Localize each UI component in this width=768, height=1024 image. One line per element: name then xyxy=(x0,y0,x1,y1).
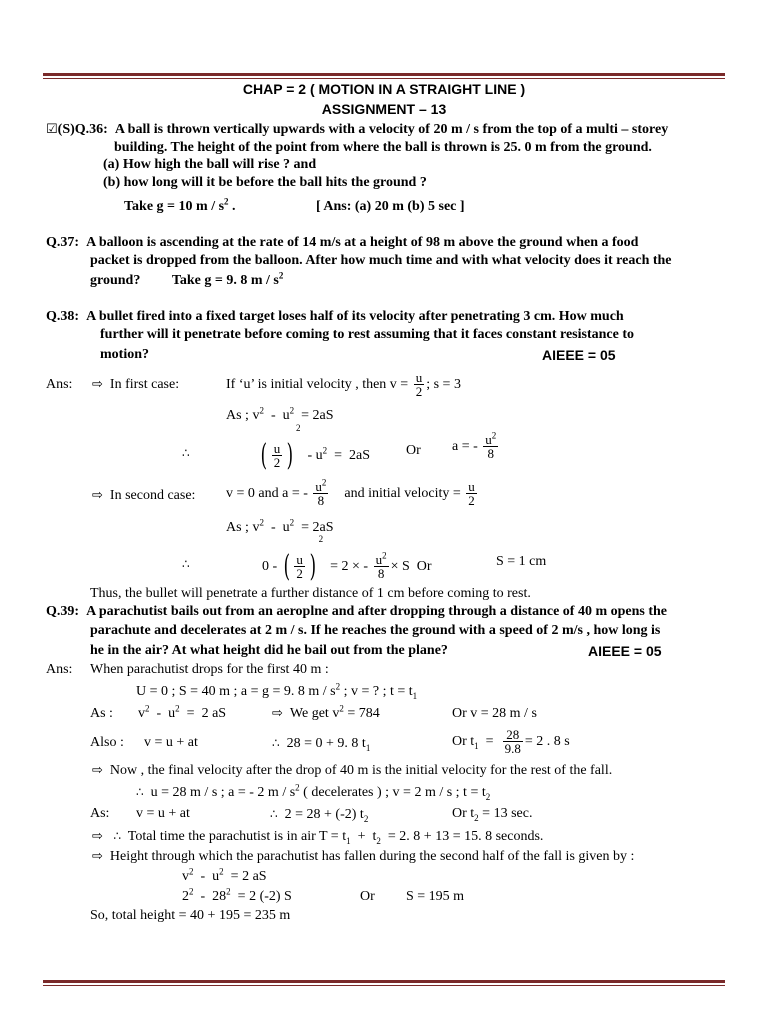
q36-answer: [ Ans: (a) 20 m (b) 5 sec ] xyxy=(316,199,465,214)
q38-first-case-eq: If ‘u’ is initial velocity , then v = $\frac{u}{2}$ ; s = 3 xyxy=(226,370,461,400)
arrow-icon: ⇨ xyxy=(272,706,283,721)
q39-as2-label: As: xyxy=(90,806,110,821)
q37-line2: packet is dropped from the balloon. After how much time and with what velocity does it reach the xyxy=(90,253,672,268)
q38-as-eq-2: As ; $v^2 - u^2 = 2aS$ xyxy=(226,517,334,535)
q39-total-time: ⇨ ∴ Total time the parachutist is in air $T = t_1 + t_2 = 2$. 8 + 13 = 15. 8 seconds. xyxy=(92,829,544,846)
chapter-title: CHAP = 2 ( MOTION IN A STRAIGHT LINE ) xyxy=(242,81,526,97)
q38-therefore-1 xyxy=(182,445,190,462)
q38-eq-final: 0 - ( $\frac{u}{2}$ )$^2$ = 2 × - $\frac{u^2}{8}$ × S Or xyxy=(262,534,432,584)
q39-or-t1: Or $t_1$ = $\frac{28}{9.8}$ = 2 . 8 s xyxy=(452,727,570,757)
q39-or-s: Or xyxy=(360,889,375,904)
q37-line3: ground? Take g = 9. 8 m / $s^2$ xyxy=(90,270,284,288)
q39-eq-h2: $2^2 - 28^2 = 2$ (-2) S xyxy=(182,886,292,904)
therefore-icon: ∴ xyxy=(113,829,122,843)
arrow-icon: ⇨ xyxy=(92,488,103,503)
q38-a-eq: a = - $\frac{u^2}{8}$ xyxy=(452,430,497,462)
q36-part-a: (a) How high the ball will rise ? and xyxy=(103,157,317,172)
q39-line1: Q.39: A parachutist bails out from an aeroplne and after dropping through a distance of 40 m opens the xyxy=(46,604,668,619)
q39-or-t2: Or $t_2 = 13$ sec. xyxy=(452,806,533,823)
arrow-icon: ⇨ xyxy=(92,829,103,844)
q38-eq-u2: ( $\frac{u}{2}$ )$^2 - u^2 = 2aS$ xyxy=(260,423,371,473)
q38-as-eq: As ; $v^2 - u^2 = 2aS$ xyxy=(226,405,334,423)
q39-now-line: ⇨ Now , the final velocity after the drop of 40 m is the initial velocity for the rest of the fall. xyxy=(92,763,613,778)
q39-we-get: ⇨ We get $v^2 = 784$ xyxy=(272,703,380,721)
q38-first-case: ⇨ In first case: xyxy=(92,377,180,392)
q36-take-g: Take g = 10 m / $s^2$ . xyxy=(124,196,236,214)
q37-line1: Q.37: A balloon is ascending at the rate of 14 m/s at a height of 98 m above the ground when a food xyxy=(46,235,639,250)
checkbox-icon: ☑ xyxy=(46,122,58,137)
assignment-title: ASSIGNMENT – 13 xyxy=(321,101,447,117)
q38-or-1: Or xyxy=(406,443,421,458)
q39-aieee-tag: AIEEE = 05 xyxy=(588,643,662,659)
q39-line3: he in the air? At what height did he bail out from the plane? xyxy=(90,643,448,658)
q38-line1: Q.38: A bullet fired into a fixed target loses half of its velocity after penetrating 3 cm. How much xyxy=(46,309,624,324)
q39-total-height: So, total height = 40 + 195 = 235 m xyxy=(90,908,291,923)
arrow-icon: ⇨ xyxy=(92,849,103,864)
q38-result: S = 1 cm xyxy=(496,554,547,569)
q38-second-case: ⇨ In second case: xyxy=(92,488,196,503)
q39-drop-intro: When parachutist drops for the first 40 m : xyxy=(90,662,329,677)
q38-conclusion: Thus, the bullet will penetrate a further distance of 1 cm before coming to rest. xyxy=(90,586,531,601)
arrow-icon: ⇨ xyxy=(92,377,103,392)
q39-line2: parachute and decelerates at 2 m / s. If he reaches the ground with a speed of 2 m/s , how long is xyxy=(90,623,661,638)
top-rule xyxy=(43,73,725,79)
therefore-icon: ∴ xyxy=(182,446,190,460)
q38-line2: further will it penetrate before coming to rest assuming that it faces constant resistance to xyxy=(100,327,634,342)
q38-ans-label: Ans: xyxy=(46,377,73,392)
therefore-icon: ∴ xyxy=(182,557,190,571)
arrow-icon: ⇨ xyxy=(92,763,103,778)
q39-vars1: U = 0 ; S = 40 m ; a = g = 9. 8 m / $s^2$ ; v = ? ; $t = t_1$ xyxy=(136,681,418,701)
q39-s-result: S = 195 m xyxy=(406,889,465,904)
q39-eq-h1: $v^2 - u^2 = 2$ aS xyxy=(182,866,267,884)
q39-eq-28: ∴ 28 = 0 + 9. 8 $t_1$ xyxy=(272,736,371,753)
q39-v-eq: v = u + at xyxy=(144,735,198,750)
bottom-rule xyxy=(43,980,725,986)
q36-line1: ☑(S)Q.36: A ball is thrown vertically upwards with a velocity of 20 m / s from the top of a multi – storey xyxy=(46,122,669,137)
q39-as-eq: $v^2 - u^2 = 2$ aS xyxy=(138,703,227,721)
q39-eq-2: ∴ 2 = 28 + (-2) $t_2$ xyxy=(270,807,369,824)
q39-also-label: Also : xyxy=(90,735,124,750)
q38-second-case-eq: v = 0 and a = - $\frac{u^2}{8}$ and initial velocity = $\frac{u}{2}$ xyxy=(226,477,475,509)
q39-v-eq-2: v = u + at xyxy=(136,806,190,821)
q39-as-label: As : xyxy=(90,706,113,721)
therefore-icon: ∴ xyxy=(270,807,278,821)
therefore-icon: ∴ xyxy=(272,736,280,750)
q39-or-v: Or v = 28 m / s xyxy=(452,706,537,721)
q39-height-line: ⇨ Height through which the parachutist has fallen during the second half of the fall is given by : xyxy=(92,849,635,864)
q38-line3: motion? xyxy=(100,347,149,362)
q39-ans-label: Ans: xyxy=(46,662,73,677)
q36-line2: building. The height of the point from where the ball is thrown is 25. 0 m from the ground. xyxy=(114,140,652,155)
q39-vars2: ∴ u = 28 m / s ; a = - 2 m / $s^2$ ( decelerates ) ; v = 2 m / s ; $t = t_2$ xyxy=(136,782,491,802)
q38-aieee-tag: AIEEE = 05 xyxy=(542,347,616,363)
q38-therefore-2 xyxy=(182,556,190,573)
therefore-icon: ∴ xyxy=(136,785,144,799)
q36-part-b: (b) how long will it be before the ball hits the ground ? xyxy=(103,175,427,190)
